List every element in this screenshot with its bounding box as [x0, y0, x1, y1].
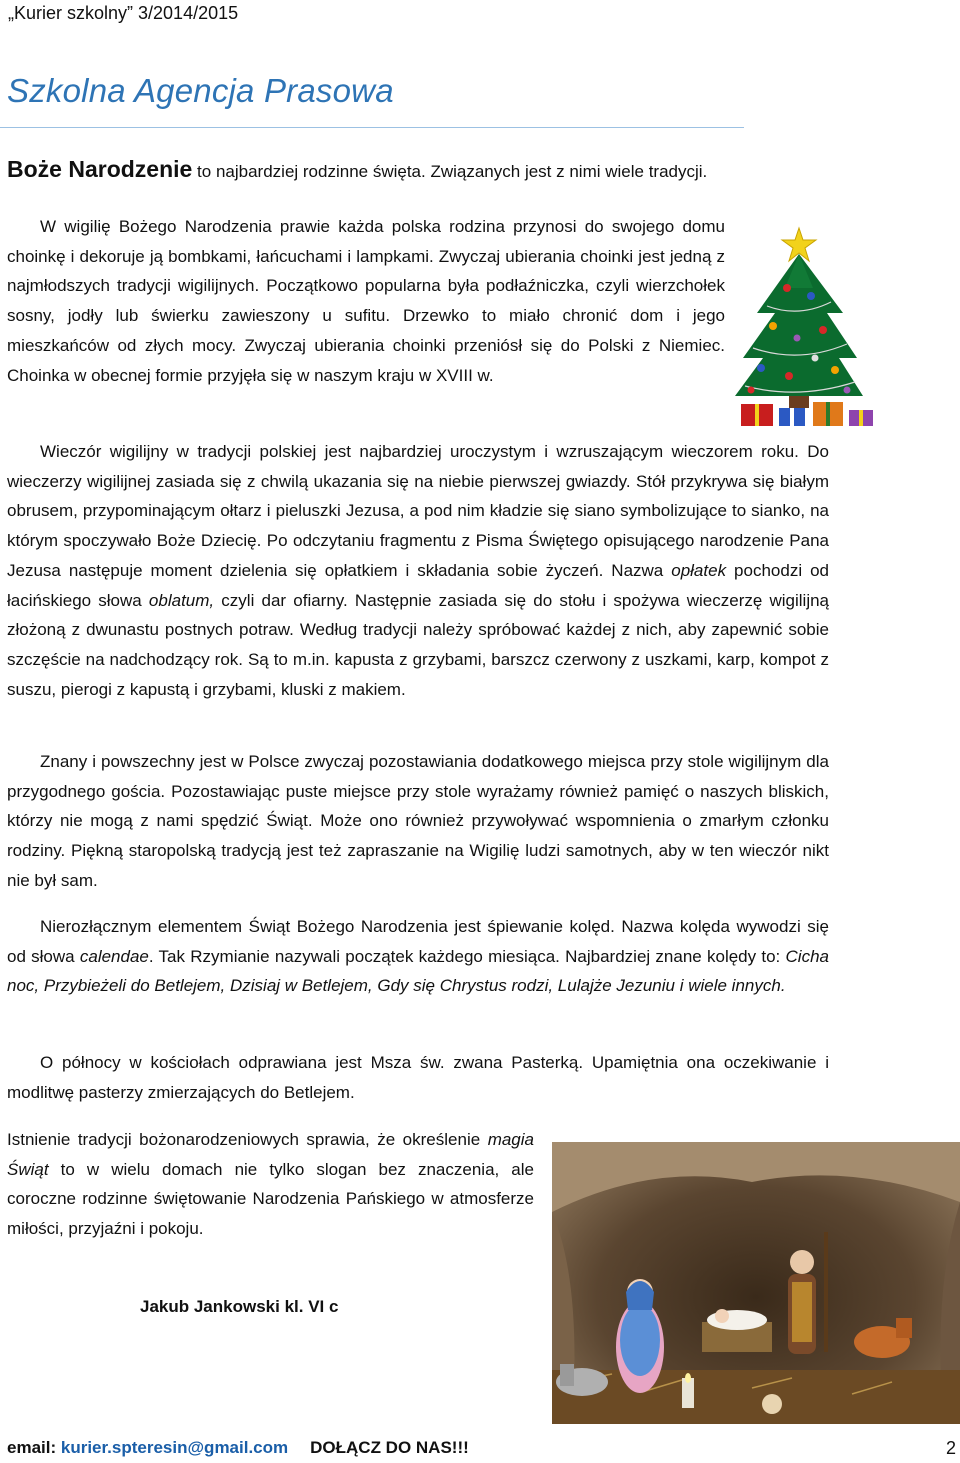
intro-rest: to najbardziej rodzinne święta. Związanych jest z nimi wiele tradycji. [192, 162, 708, 181]
page-number: 2 [945, 1438, 956, 1458]
footer-contact [7, 1438, 469, 1458]
intro-line [7, 156, 707, 183]
paragraph-christmas-tree: W wigilię Bożego Narodzenia prawie każda polska rodzina przynosi do swojego domu choinkę i dekoruje ją bombkami, łańcuchami i lampkami. Zwyczaj ubierania choinki jest jedną z najmłodszych tradycji wigilijnych. Początkowo popularna była podłaźniczka, czyli wierzchołek sosny, jodły lub świerku zawieszony u sufitu. Drzewko to miało chronić dom i jego mieszkańców od złych mocy. Zwyczaj ubierania choinki przeniósł się do Polski z Niemiec. Choinka w obecnej formie przyjęła się w naszym kraju w XVIII w. [7, 217, 725, 385]
paragraph-extra-seat: Znany i powszechny jest w Polsce zwyczaj pozostawiania dodatkowego miejsca przy stole wigilijnym dla przygodnego gościa. Pozostawiając puste miejsce przy stole wyrażamy również pamięć o naszych bliskich, którzy nie mogą z nami spędzić Świąt. Może ono również przywoływać wspomnienia o zmarłym członku rodziny. Piękną staropolską tradycją jest też zapraszanie na Wigilię ludzi samotnych, aby w ten wieczór nikt nie był sam. [7, 752, 829, 890]
paragraph-carols: Nierozłącznym elementem Świąt Bożego Narodzenia jest śpiewanie kolęd. Nazwa kolęda wywodzi się od słowa calendae. Tak Rzymianie nazywali początek każdego miesiąca. Najbardziej znane kolędy to: Cicha noc, Przybieżeli do Betlejem, Dzisiaj w Betlejem, Gdy się Chrystus rodzi, Lulajże Jezuniu i wiele innych. [7, 917, 829, 996]
paragraph-christmas-eve: Wieczór wigilijny w tradycji polskiej jest najbardziej uroczystym i wzruszającym wieczorem roku. Do wieczerzy wigilijnej zasiada się z chwilą ukazania się na niebie pierwszej gwiazdy. Stół przykrywa się białym obrusem, przypominającym ołtarz i pieluszki Jezusa, a pod nim kładzie się siano symbolizujące to sianko, na którym spoczywało Boże Dziecię. Po odczytaniu fragmentu z Pisma Świętego opisującego narodzenie Pana Jezusa następuje moment dzielenia się opłatkiem i składania sobie życzeń. Nazwa opłatek pochodzi od łacińskiego słowa oblatum, czyli dar ofiarny. Następnie zasiada się do stołu i spożywa wieczerzę wigilijną złożoną z dwunastu postnych potraw. Według tradycji należy spróbować każdej z nich, aby zapewnić sobie szczęście na nadchodzący rok. Są to m.in. kapusta z grzybami, barszcz czerwony z uszkami, karp, kompot z suszu, pierogi z kapustą i grzybami, kluski z makiem. [7, 442, 830, 699]
nativity-scene-image [552, 1142, 960, 1424]
intro-lead: Boże Narodzenie [7, 156, 193, 182]
christmas-tree-image [727, 218, 923, 430]
paragraph-closing: Istnienie tradycji bożonarodzeniowych sprawia, że określenie magia Świąt to w wielu domach nie tylko slogan bez znaczenia, ale coroczne rodzinne świętowanie Narodzenia Pańskiego w atmosferze miłości, przyjaźni i pokoju. [7, 1130, 534, 1239]
join-us-text: DOŁĄCZ DO NAS!!! [310, 1438, 469, 1457]
author-signature: Jakub Jankowski kl. VI c [140, 1297, 339, 1316]
title-underline [0, 127, 744, 128]
paragraph-midnight-mass: O północy w kościołach odprawiana jest Msza św. zwana Pasterką. Upamiętnia ona oczekiwanie i modlitwę pasterzy zmierzających do Betlejem. [7, 1053, 829, 1102]
running-header: „Kurier szkolny” 3/2014/2015 [8, 3, 239, 23]
email-link[interactable]: kurier.spteresin@gmail.com [60, 1438, 289, 1457]
page-title: Szkolna Agencja Prasowa [7, 72, 394, 109]
email-label: email: [7, 1438, 61, 1457]
